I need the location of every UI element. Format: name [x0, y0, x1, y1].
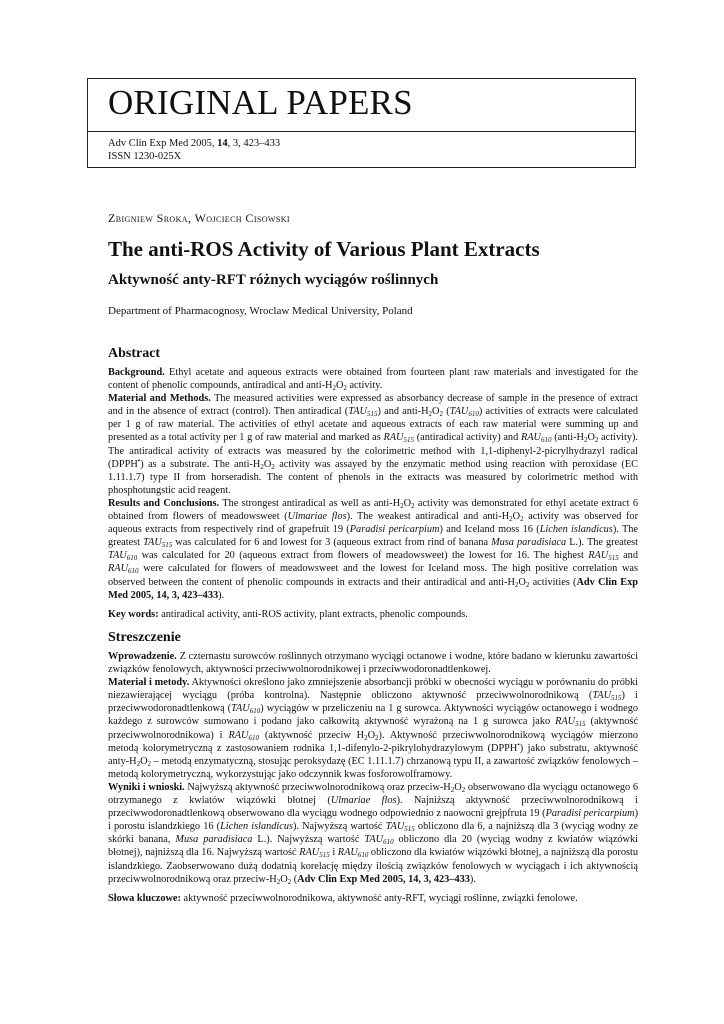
journal-info-box [87, 131, 636, 168]
section-title: ORIGINAL PAPERS [108, 83, 413, 122]
streszczenie-heading: Streszczenie [108, 630, 181, 645]
journal-name: Adv Clin Exp Med 2005, [108, 138, 215, 149]
streszczenie-keywords: Słowa kluczowe: aktywność przeciwwolnorodnikowa, aktywność anty-RFT, wyciągi roślinne, związki fenolowe. [108, 892, 578, 904]
streszczenie-section [108, 630, 638, 905]
article-title: The anti-ROS Activity of Various Plant Extracts [108, 237, 540, 261]
abstract-body: Background. Ethyl acetate and aqueous extracts were obtained from fourteen plant raw materials and investigated for the content of phenolic compounds, antiradical and anti-$H_2O_2$ activity. Material and Methods. The measured activities were expressed as absorbancy decrease of sample in the presence of extract and in the absence of extract (control). Then antiradical $(TAU_{515})$ and anti-$H_2O_2$ $(TAU_{610})$ activities of extracts were calculated per 1 g of raw material. The activities of ethyl acetate and aqueous extracts of each raw material were summing up and presented as a total activity per 1 g of raw material and marked as $RAU_{515}$ (antiradical activity) and $RAU_{610}$ ($anti-H_2O_2$ activity). The antiradical activity of extracts was measured by the colorimetric method with 1,1-diphenyl-2-picrylhydrazyl radical (DPPH•) as a substrate. The anti-$H_2O_2$ activity was assayed by the enzymatic method using reaction with peroxidase (EC 1.11.1.7) type II from horseradish. The content of phenols in the extracts was measured by colorimetric method with phosphotungstic acid reagent. Results and Conclusions. The strongest antiradical as well as anti-$H_2O_2$ activity was demonstrated for ethyl acetate extract 6 obtained from flowers of meadowsweet (Ulmariae flos). The weakest antiradical and anti-$H_2O_2$ activity was observed for aqueous extracts from respectively rind of grapefruit 19 (Paradisi pericarpium) and Iceland moss 16 (Lichen islandicus). The greatest $TAU_{515}$ was calculated for 6 and lowest for 3 (aqueous extract from rind of banana Musa paradisiaca L.). The greatest $TAU_{610}$ was calculated for 20 (aqueous extract from flowers of meadowsweet) the lowest for 16. The highest $RAU_{515}$ and $RAU_{610}$ were calculated for flowers of meadowsweet and the lowest for Iceland moss. The high positive correlation was observed between the content of phenolic compounds in extracts and their antiradical and anti-$H_2O_2$ activities (Adv Clin Exp Med 2005, 14, 3, 423–433). [108, 367, 639, 601]
journal-issn: ISSN 1230-025X [108, 151, 182, 162]
abstract-keywords: Key words: antiradical activity, anti-ROS activity, plant extracts, phenolic compounds. [108, 608, 468, 620]
abstract-heading: Abstract [108, 346, 161, 361]
journal-pages: , 3, 423–433 [227, 138, 281, 149]
section-header-box [87, 78, 636, 131]
streszczenie-body: Wprowadzenie. Z czternastu surowców roślinnych otrzymano wyciągi octanowe i wodne, które badano w kierunku zawartości związków fenolowych, aktywności przeciwwolnorodnikowej i przeciwwodoronadtlenkowej. Materiał i metody. Aktywności określono jako zmniejszenie absorbancji próbki w obecności wyciągu w porównaniu do próbki niezawierającej wyciągu (próba kontrolna). Następnie obliczono aktywność przeciwwolnorodnikową $(TAU_{515})$ i przeciwwodoronadtlenkową $(TAU_{610})$ wyciągów w przeliczeniu na 1 g surowca. Aktywności wyciągów octanowego i wodnego każdego z surowców sumowano i podano jako całkowitą aktywność wyrażoną na 1 g surowca jako $RAU_{515}$ (aktywność przeciwwolnorodnikowa) i $RAU_{610}$ (aktywność przeciw $H_2O_2$). Aktywność przeciwwolnorodnikową wyciągów mierzono metodą kolorymetryczną z zastosowaniem rodnika 1,1-difenylo-2-pikrylohydrazylowym (DPPH•) jako substratu, aktywność anty-$H_2O_2$ – metodą enzymatyczną, stosując peroksydazę (EC 1.11.1.7) chrzanową typu II, a zawartość związków fenolowych – metodą kolorymetryczną, wykorzystując jako odczynnik kwas fosforowolframowy. Wyniki i wnioski. Najwyższą aktywność przeciwwolnorodnikową oraz przeciw-$H_2O_2$ obserwowano dla wyciągu octanowego 6 otrzymanego z kwiatów wiązówki błotnej (Ulmariae flos). Najniższą aktywność przeciwwolnorodnikową i przeciwwodoronadtlenkową obserwowano dla wyciągu wodnego odpowiednio z naowocni grejpfruta 19 (Paradisi pericarpium) i porostu islandzkiego 16 (Lichen islandicus). Najwyższą wartość $TAU_{515}$ obliczono dla 6, a najniższą dla 3 (wyciąg wodny ze skórki banana, Musa paradisiaca L.). Najwyższą wartość $TAU_{610}$ obliczono dla 20 (wyciąg wodny z kwiatów wiązówki błotnej), najniższą dla 16. Najwyższą wartość $RAU_{515}$ i $RAU_{610}$ obliczono dla kwiatów wiązówki błotnej, a najniższą dla porostu islandzkiego. Zaobserwowano dużą dodatnią korelację między ilością związków fenolowych w wyciągach i ich aktywnością przeciwwolnorodnikową oraz przeciw-$H_2O_2$ (Adv Clin Exp Med 2005, 14, 3, 423–433). [108, 651, 639, 886]
journal-volume: 14 [217, 138, 228, 149]
affiliation: Department of Pharmacognosy, Wroclaw Medical University, Poland [108, 305, 413, 317]
authors: Zbigniew Sroka, Wojciech Cisowski [108, 211, 290, 225]
article-subtitle: Aktywność anty-RFT różnych wyciągów roślinnych [108, 272, 439, 288]
journal-citation [108, 137, 280, 163]
abstract-section [108, 346, 638, 621]
